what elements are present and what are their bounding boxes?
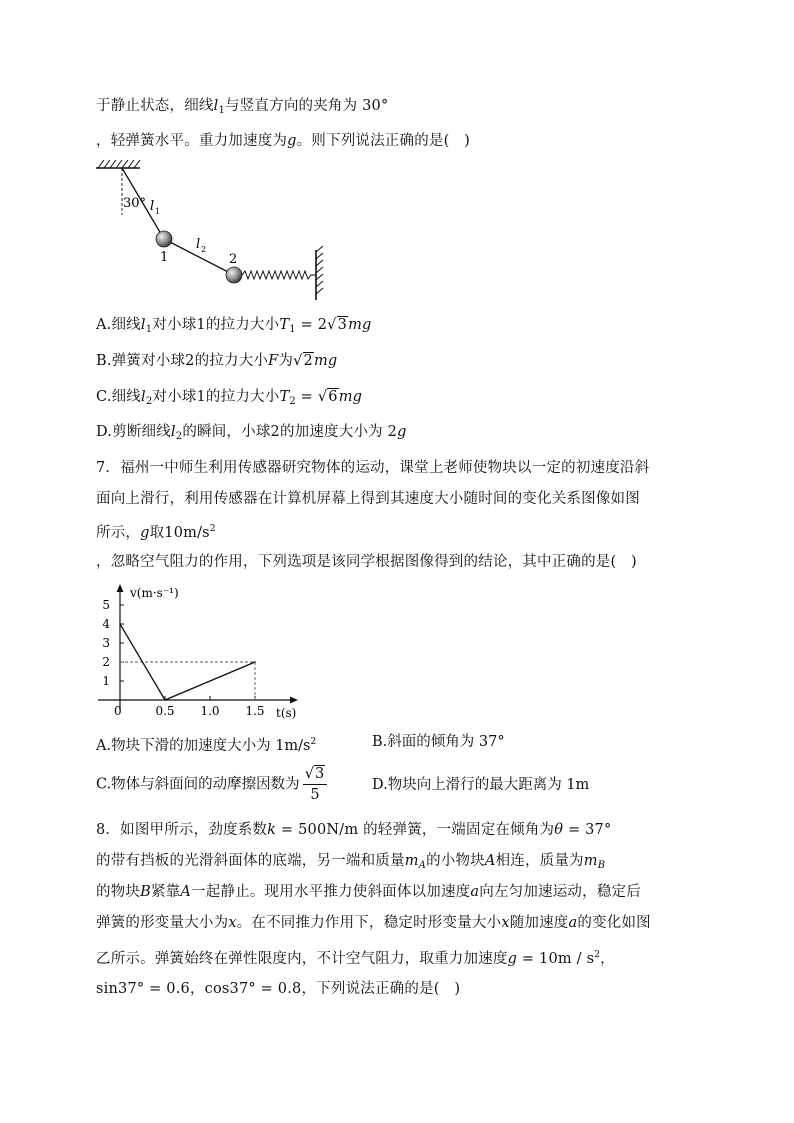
q6-stem-line-1: 于静止状态，细线$l_1$与竖直方向的夹角为 30° <box>96 98 389 116</box>
ceiling-hatching <box>98 160 140 168</box>
x-axis-label: t(s) <box>276 706 297 720</box>
l2-label: l <box>196 237 201 252</box>
spring <box>242 271 316 279</box>
q7-stem-line-1: 7．福州一中师生利用传感器研究物体的运动，课堂上老师使物块以一定的初速度沿斜 <box>96 460 650 476</box>
y-tick-label-3: 3 <box>102 636 110 650</box>
q8-stem-line-1: 8．如图甲所示，劲度系数k = 500N/m 的轻弹簧，一端固定在倾角为θ = 37° <box>96 822 612 838</box>
q7-option-c: C.物体与斜面间的动摩擦因数为 $\frac{√3}{5}$ <box>96 764 330 805</box>
q7-option-d: D.物块向上滑行的最大距离为 1m <box>372 777 590 793</box>
x-tick-label-0: 0.5 <box>155 704 175 718</box>
velocity-point-0 <box>119 623 121 625</box>
q8-stem-line-5: 乙所示。弹簧始终在弹性限度内，不计空气阻力，取重力加速度$g = 10m / s^2$， <box>96 950 615 967</box>
q7-velocity-time-chart <box>92 580 322 722</box>
angle-label: 30° <box>123 196 147 211</box>
q7-option-a: A.物块下滑的加速度大小为 $1m/s^2$ <box>96 737 317 754</box>
q7-option-b: B.斜面的倾角为 37° <box>372 734 505 750</box>
y-tick-label-5: 5 <box>102 598 110 612</box>
y-tick-label-1: 1 <box>102 674 110 688</box>
l1-subscript: 1 <box>155 207 161 216</box>
ball-1-label: 1 <box>160 250 169 265</box>
q8-stem-line-2: 的带有挡板的光滑斜面体的底端，另一端和质量$m_A$的小物块A相连，质量为$m_B$ <box>96 853 606 871</box>
y-tick-label-4: 4 <box>102 617 110 631</box>
velocity-point-1 <box>164 699 166 701</box>
q6-stem-line-2: ，轻弹簧水平。重力加速度为g。则下列说法正确的是( ) <box>96 133 471 149</box>
x-tick-label-1: 1.0 <box>200 704 220 718</box>
ball-2-label: 2 <box>229 252 238 267</box>
q7-stem-line-4: ，忽略空气阻力的作用，下列选项是该同学根据图像得到的结论，其中正确的是( ) <box>96 554 637 570</box>
y-axis-arrow <box>117 584 124 592</box>
ball-2 <box>226 267 242 283</box>
l2-subscript: 2 <box>201 245 207 254</box>
q6-option-d: D.剪断细线$l_2$的瞬间，小球2的加速度大小为 2g <box>96 424 407 442</box>
l1-label: l <box>150 199 155 214</box>
q6-option-c: C.细线$l_2$对小球1的拉力大小$T_2 = √6mg$ <box>96 389 363 407</box>
q8-stem-line-6: sin37° = 0.6，cos37° = 0.8，下列说法正确的是( ) <box>96 981 461 997</box>
q7-option-c-fraction: $\frac{√3}{5}$ <box>303 764 327 805</box>
velocity-point-2 <box>254 661 256 663</box>
q7-stem-line-2: 面向上滑行，利用传感器在计算机屏幕上得到其速度大小随时间的变化关系图像如图 <box>96 491 640 507</box>
q7-stem-line-3: 所示，g取$10m/s^2$ <box>96 524 216 541</box>
q8-stem-line-4: 弹簧的形变量大小为x。在不同推力作用下，稳定时形变量大小x随加速度a的变化如图 <box>96 915 651 931</box>
y-tick-label-2: 2 <box>102 655 110 669</box>
wall-hatching <box>316 246 323 294</box>
q8-stem-line-3: 的物块B紧靠A一起静止。现用水平推力使斜面体以加速度a向左匀加速运动，稳定后 <box>96 884 641 900</box>
x-tick-label-2: 1.5 <box>245 704 265 718</box>
x-axis-arrow <box>290 697 298 704</box>
q6-pendulum-spring-figure <box>92 160 332 302</box>
origin-label: 0 <box>114 704 122 718</box>
q6-option-a: A.细线$l_1$对小球1的拉力大小$T_1 = 2√3mg$ <box>96 317 372 335</box>
ball-1 <box>156 231 172 247</box>
y-axis-label: v(m·s⁻¹) <box>130 586 179 600</box>
q6-option-b: B.弹簧对小球2的拉力大小F为√2mg <box>96 353 338 369</box>
